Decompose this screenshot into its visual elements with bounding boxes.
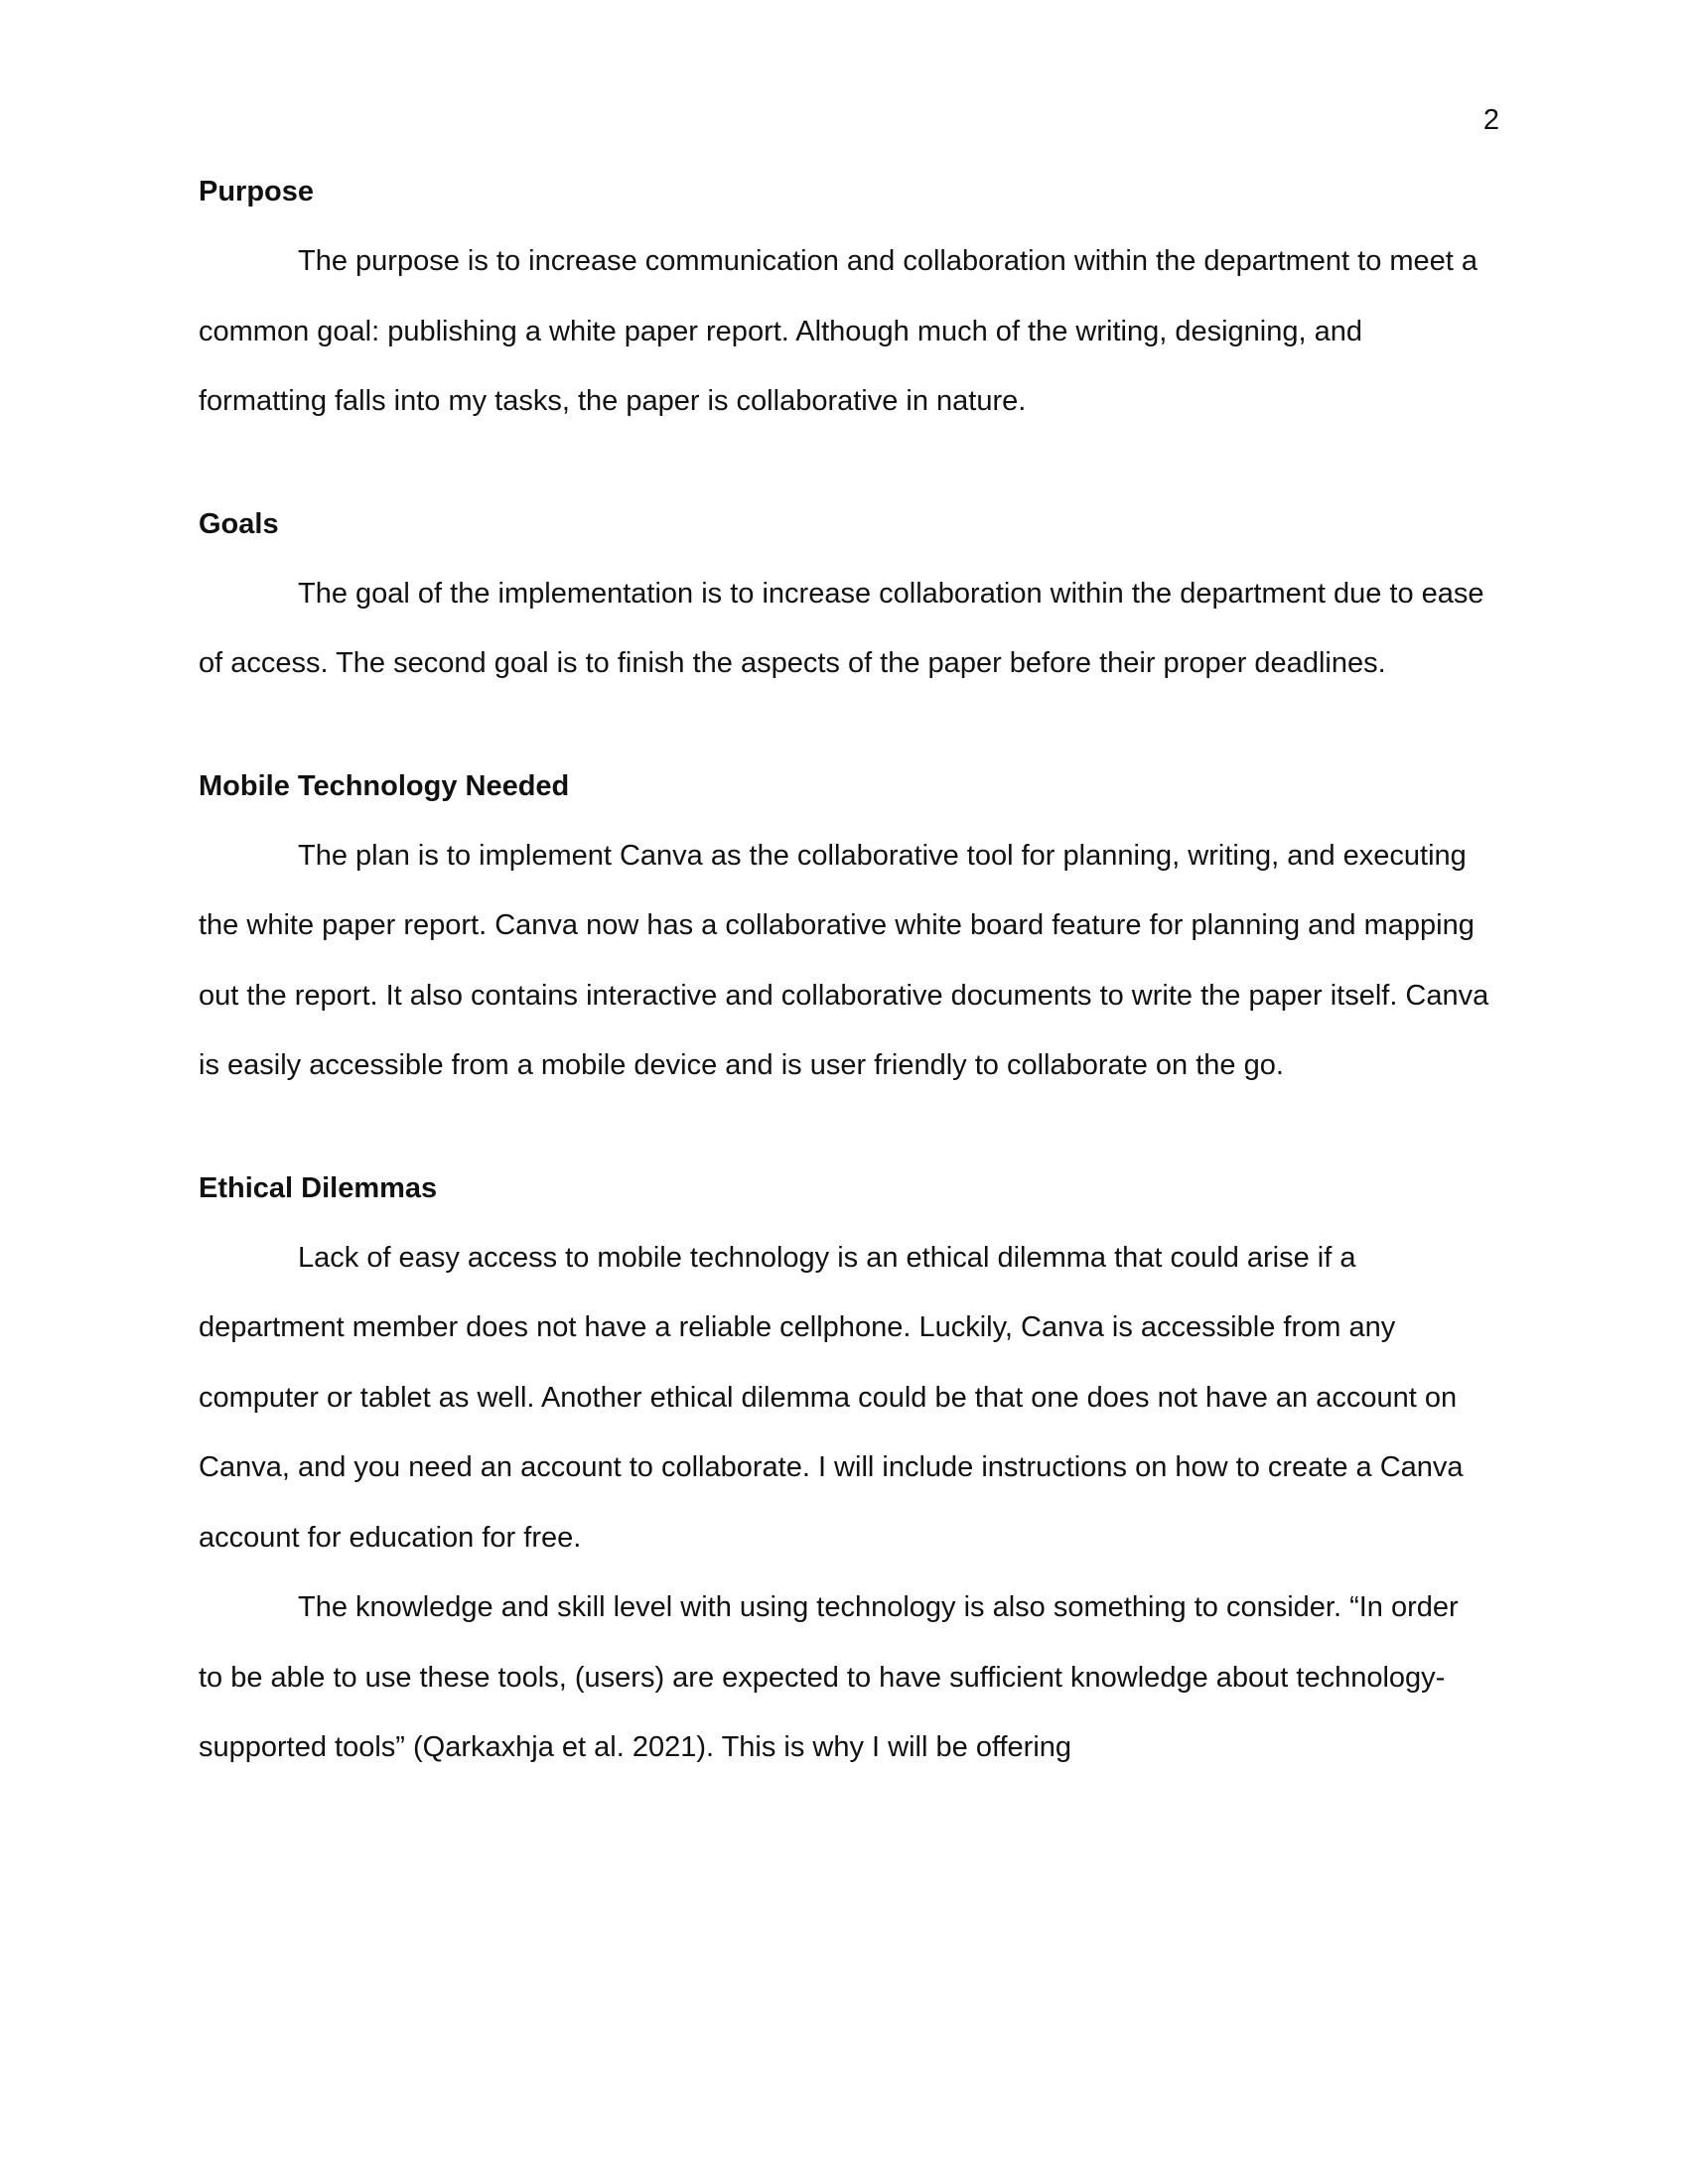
section-heading: Goals (199, 507, 279, 540)
page-number: 2 (1482, 104, 1499, 136)
paragraph: Lack of easy access to mobile technology is an ethical dilemma that could arise if a department member does not have a reliable cellphone. Luckily, Canva is accessible from any computer or tablet as well. Another ethical dilemma could be that one does not have an account on Canva, and you need an account to collaborate. I will include instructions on how to create a Canva account for education for free. (199, 1241, 1464, 1554)
section-heading: Ethical Dilemmas (199, 1171, 438, 1204)
section-mobile-technology (199, 769, 1489, 1101)
section-goals (199, 507, 1489, 699)
paragraph: The purpose is to increase communication and collaboration within the department to meet a common goal: publishing a white paper report. Although much of the writing, designing, and formatting falls into my tasks, the paper is collaborative in nature. (199, 245, 1478, 417)
paragraph: The goal of the implementation is to increase collaboration within the department due to ease of access. The second goal is to finish the aspects of the paper before their proper deadlines. (199, 577, 1484, 679)
section-heading: Purpose (199, 176, 315, 207)
paragraph: The knowledge and skill level with using technology is also something to consider. “In order to be able to use these tools, (users) are expected to have sufficient knowledge about technology-supported tools” (Qarkaxhja et al. 2021). This is why I will be offering (199, 1591, 1459, 1763)
section-ethical-dilemmas (199, 1171, 1489, 1783)
section-purpose (199, 175, 1489, 437)
document-body (199, 175, 1489, 1783)
paragraph: The plan is to implement Canva as the collaborative tool for planning, writing, and executing the white paper report. Canva now has a collaborative white board feature for planning and mapping out the report. It also contains interactive and collaborative documents to write the paper itself. Canva is easily accessible from a mobile device and is user friendly to collaborate on the go. (199, 839, 1489, 1081)
section-heading: Mobile Technology Needed (199, 769, 570, 802)
